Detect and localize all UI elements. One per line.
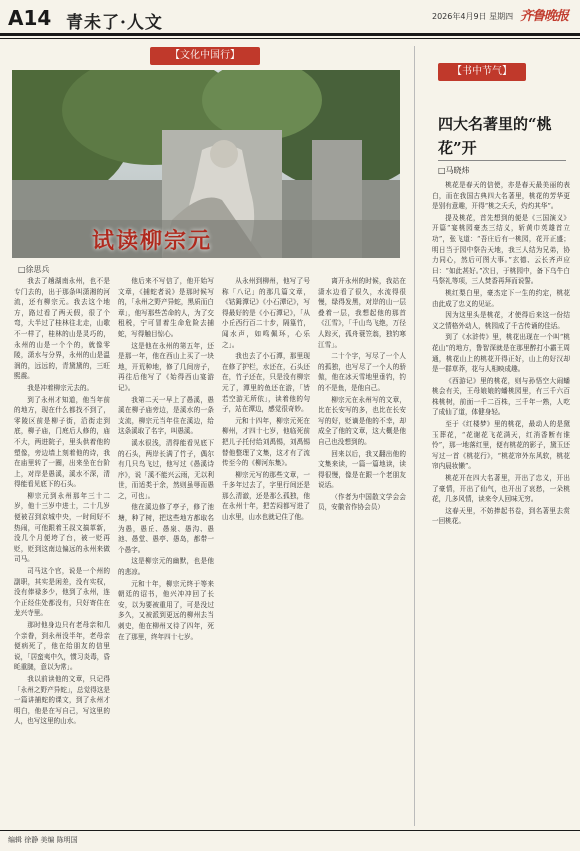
- section-title: 青未了·人文: [66, 13, 163, 33]
- paragraph: 他在溪边修了亭子，修了池塘，种了树，把这些地方都取名为愚，愚丘、愚泉、愚沟、愚池、愚堂、愚亭、愚岛，都带一个愚字。: [118, 503, 214, 554]
- article-title: 试读柳宗元: [92, 228, 213, 254]
- paragraph: 元和十年，柳宗元终于等来朝廷的诏书，他兴冲冲回了长安，以为要被重用了，可是没过多久，又被派到更远的柳州去当刺史，他在柳州又待了四年，死在了那里，终年四十七岁。: [118, 579, 214, 641]
- author-note: （作者为中国散文学会会员，安徽省作协会员）: [318, 492, 406, 512]
- article-column-3: [222, 276, 310, 816]
- page-header: [0, 0, 580, 44]
- paragraph: 从永州到柳州，他写了号称「八记」的那几篇文章，《钴鉧潭记》《小石潭记》，写得最好的是《小石潭记》，「从小丘西行百二十步，隔篁竹，闻水声，如鸣佩环，心乐之」。: [222, 277, 310, 349]
- paragraph: 这春天里，不妨捧起书卷，到名著里去赏一回桃花。: [432, 506, 570, 526]
- article-byline: □徐思兵: [18, 265, 50, 274]
- paragraph: 我第二天一早上了愚溪，愚溪在柳子庙旁边，是溪水的一条支流，柳宗元当年住在溪边，给这条溪取了名字，叫愚溪。: [118, 395, 214, 436]
- column-tag-culture: 【文化中国行】: [150, 47, 260, 65]
- article-column-2: [118, 276, 214, 816]
- article-column-1: [14, 276, 110, 816]
- paragraph: 这是他在永州的第五年，还是那一年，他在西山上买了一块地，开荒种地，修了几间房子，再往后他写了《始得西山宴游记》。: [118, 341, 214, 392]
- right-article-title: 四大名著里的“桃花”开: [438, 115, 552, 157]
- header-rule-thin: [0, 38, 580, 39]
- issue-date: 2026年4月9日 星期四: [432, 12, 514, 21]
- right-article-body: [432, 180, 570, 812]
- header-rule: [0, 33, 580, 36]
- paragraph: 溪水很浅，清得能看见底下的石头，两岸长满了竹子，偶尔有几只鸟飞过，他写过《愚溪诗序》，说「溪不能兴云雨，无以利世，而适类于余，然则虽辱而愚之，可也」。: [118, 438, 214, 500]
- column-tag-books: 【书中节气】: [438, 63, 526, 81]
- paragraph: 桃红梨白里，豪杰定下一生的约定，桃花由此成了忠义的见证。: [432, 288, 570, 308]
- paragraph: 桃花开在四大名著里，开出了忠义，开出了豪情，开出了仙气，也开出了哀愁，一朵桃花，几多风情，读来令人回味无穷。: [432, 474, 570, 504]
- column-divider: [414, 46, 415, 826]
- paragraph: 回来以后，我又翻出他的文集来读，一篇一篇地读，读得很慢，像是在跟一个老朋友说话。: [318, 449, 406, 490]
- paragraph: 至于《红楼梦》里的桃花，最动人的是黛玉葬花，“花谢花飞花满天，红消香断有谁怜”，那一地落红里，便有桃花的影子，黛玉还写过一首《桃花行》，“桃花帘外东风软，桃花帘内晨妆懒”。: [432, 420, 570, 471]
- paragraph: 提及桃花，首先想到的便是《三国演义》开篇“宴桃园豪杰三结义，斩黄巾英雄首立功”，张飞道：“吾庄后有一桃园，花开正盛；明日当于园中祭告天地，我三人结为兄弟，协力同心，然后可图大事。”玄德、云长齐声应曰：“如此甚好。”次日，于桃园中，备下乌牛白马祭礼等项，三人焚香再拜而说誓。: [432, 213, 570, 286]
- paragraph: 我去了趟湖南永州，也不是专门去的，出于那条叫潇湘的河流，还有柳宗元。我去这个地方，路过看了两天假，很了个弯，大半过了桂林往北走，山歌不一样了，桂林的山是灵巧的，永州的山是一个个的，就像零陵，潇水与分界，永州的山是温润的，远远的，青黛黛的，三旺熙震。: [14, 277, 110, 381]
- paragraph: 离开永州的时候，我站在潇水边看了很久，水流得很慢，绿得发黑，对岸的山一层叠着一层，我想起他的那首《江雪》，「千山鸟飞绝，万径人踪灭，孤舟蓑笠翁，独钓寒江雪」。: [318, 277, 406, 349]
- right-article-author: □马晓炜: [438, 166, 470, 175]
- paragraph: 他后来不写信了，他开始写文章，《捕蛇者说》是那时候写的，「永州之野产异蛇，黑质而白章」，他写那些苦命的人，为了交租税，宁可冒着生命危险去捕蛇，写得触目惊心。: [118, 277, 214, 338]
- page-footer: [0, 830, 580, 851]
- paragraph: 司马这个官，说是一个州的副职，其实是闲差，没有实权，没有俸禄多少，他到了永州，连个正经住处都没有，只好寄住在龙兴寺里。: [14, 567, 110, 618]
- title-rule: [438, 160, 566, 161]
- paragraph: 桃花是春天的信使，亦是春天最美丽的表白，而在我国古典四大名著里，桃花的芳华更是别有意趣，开得“桃之夭夭，灼灼其华”。: [432, 181, 570, 211]
- paragraph: 到了《水浒传》里，桃花出现在一个叫“桃花山”的地方，鲁智深就是在那里醉打小霸王周通，桃花山上的桃花开得正好，山上的好汉却是一群草莽，花与人相映成趣。: [432, 333, 570, 374]
- paragraph: 《西游记》里的桃花，则与孙悟空大闹蟠桃会有关，王母娘娘的蟠桃园里，有三千六百株桃树，前面一千二百株，三千年一熟，人吃了成仙了道，体健身轻。: [432, 376, 570, 417]
- paragraph: 柳宗元写的那些文章，一千多年过去了，字里行间还是那么清澈，还是那么孤独，他在永州十年，把苦闷都写进了山水里，山水也就记住了他。: [222, 470, 310, 522]
- newspaper-logo: 齐鲁晚报: [520, 9, 569, 24]
- paragraph: 到了永州才知道，他当年前的地方，现在什么都找不到了，零陵区前是柳子街，沿街走到底，柳子庙，门庭后人修的，庙不大，两进院子，里头供着他的塑像，旁边墙上刻着他的诗，我在庙里转了一圈，出来坐在台阶上，对岸是愚溪，溪水不深，清得能看见底下的石头。: [14, 395, 110, 489]
- paragraph: 因为这里头是桃花，才使得后来这一份结义之情格外动人，桃园成了千古传诵的佳话。: [432, 311, 570, 330]
- paragraph: 我以前读他的文章，只记得「永州之野产异蛇」，总觉得这是一篇讲捕蛇的课文，到了永州才明白，他是在写自己，写这里的人，也写这里的山水。: [14, 674, 110, 726]
- paragraph: 柳宗元在永州写的文章，比在长安写的多，也比在长安写的好，贬谪是他的不幸，却成全了他的文章，这大概是他自己也没想到的。: [318, 395, 406, 446]
- footer-rule: [0, 830, 580, 831]
- editor-credit: 编辑 徐静 美编 陈明国: [8, 836, 78, 844]
- article-column-4: [318, 276, 406, 816]
- paragraph: 我是冲着柳宗元去的。: [27, 383, 94, 392]
- paragraph: 柳宗元到永州那年三十二岁，他十三岁中进士，二十几岁便被召到京城中央，一时间好不热闹，可他跟着王叔文搞革新，没几个月便垮了台，被一贬再贬，贬到这南边偏远的永州来做司马。: [14, 491, 110, 564]
- paragraph: 这是柳宗元的幽默，也是他的悲凉。: [118, 557, 214, 577]
- paragraph: 那时他身边只有老母亲和几个亲眷，到永州没半年，老母亲便病死了，他在给朋友的信里说，「居蛮夷中久，惯习炎毒，昏眊重膇，意以为常」。: [14, 621, 110, 672]
- paragraph: 元和十四年，柳宗元死在柳州，才四十七岁，他临死前把儿子托付给刘禹锡，刘禹锡替他整理了文集，这才有了流传至今的《柳河东集》。: [222, 416, 310, 468]
- page-number: A14: [8, 6, 52, 30]
- paragraph: 我也去了小石潭，那里现在修了护栏，水还在，石头还在，竹子还在，只是没有柳宗元了，潭里的鱼还在游，「皆若空游无所依」，读着他的句子，站在潭边，感觉很奇妙。: [222, 352, 310, 414]
- paragraph: 二十个字，写尽了一个人的孤独，也写尽了一个人的骄傲，他在冰天雪地里垂钓，钓的不是鱼，是他自己。: [318, 352, 406, 392]
